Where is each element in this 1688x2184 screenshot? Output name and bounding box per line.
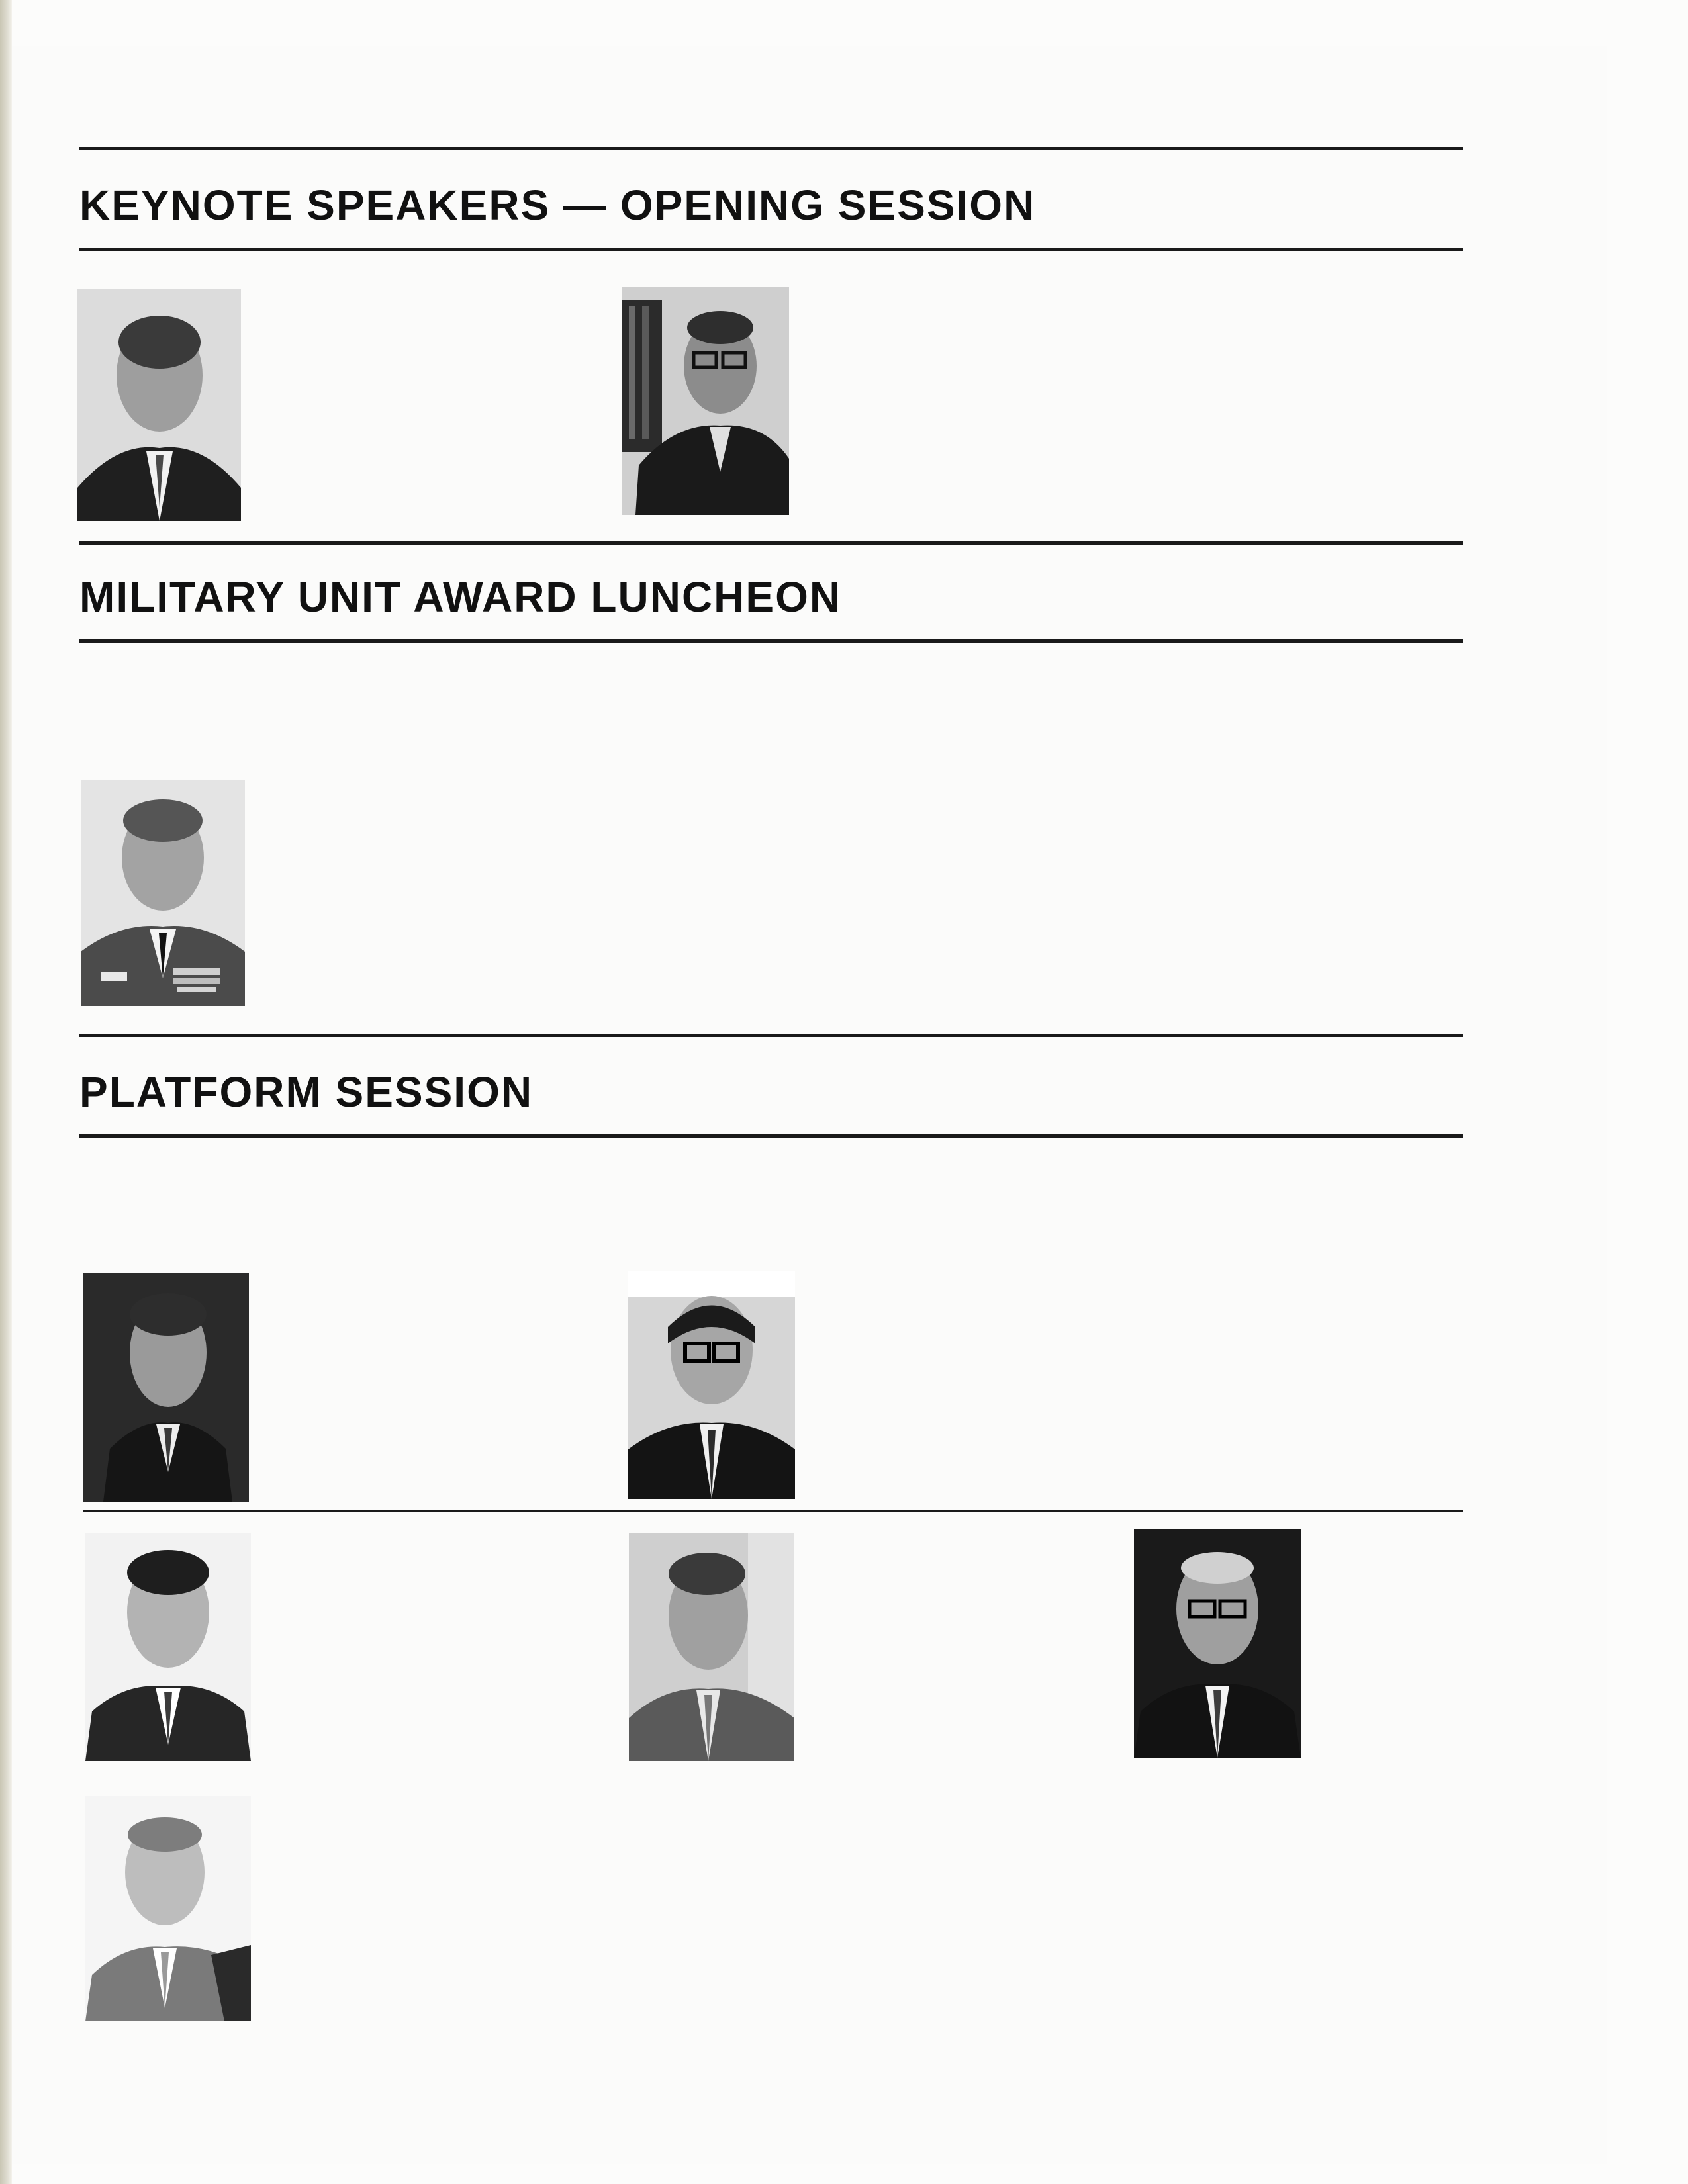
speaker-portrait (81, 780, 245, 1006)
section-divider (83, 1510, 1463, 1512)
section-rule-top (79, 541, 1463, 545)
binding-edge (0, 0, 12, 2184)
speaker-portrait (629, 1533, 794, 1761)
speaker-portrait (83, 1273, 249, 1502)
speaker-portrait (85, 1533, 251, 1761)
speaker-portrait (628, 1271, 795, 1499)
section-heading-keynote: KEYNOTE SPEAKERS — OPENING SESSION (79, 181, 1036, 229)
section-heading-panel: PLATFORM SESSION (79, 1068, 534, 1116)
section-rule-bottom (79, 248, 1463, 251)
section-rule-bottom (79, 1134, 1463, 1138)
section-rule-top (79, 1034, 1463, 1037)
speaker-portrait (1134, 1529, 1301, 1758)
speaker-portrait (85, 1796, 251, 2021)
speaker-portrait (77, 289, 241, 521)
section-heading-military: MILITARY UNIT AWARD LUNCHEON (79, 573, 842, 621)
section-rule-bottom (79, 639, 1463, 643)
speaker-portrait (622, 287, 789, 515)
section-rule-top (79, 147, 1463, 150)
